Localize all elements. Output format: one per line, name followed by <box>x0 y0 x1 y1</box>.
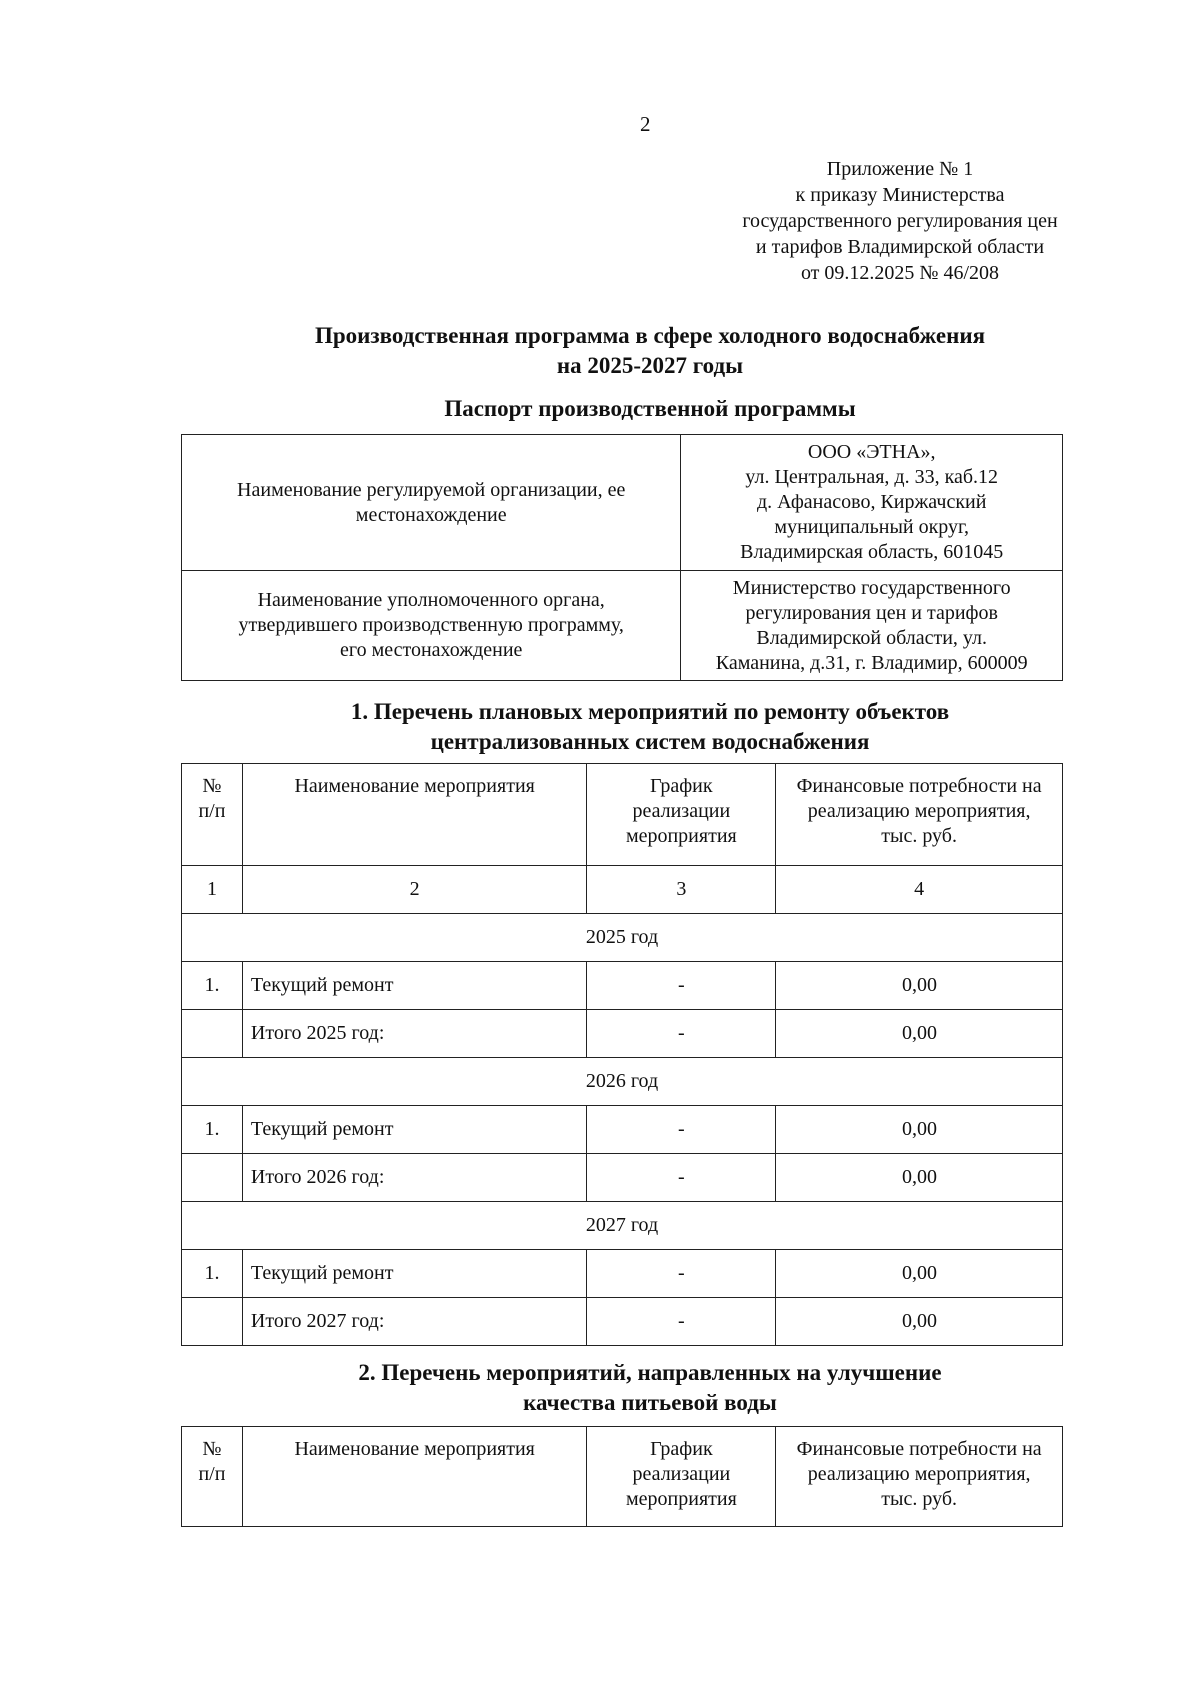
program-title <box>200 321 1100 381</box>
passport-label-line: Наименование регулируемой организации, ее <box>237 478 626 501</box>
item-schedule-cell: - <box>587 1106 776 1154</box>
section2-title-line: 2. Перечень мероприятий, направленных на улучшение <box>358 1360 942 1385</box>
section2-title-line: качества питьевой воды <box>523 1390 777 1415</box>
passport-value-line: регулирования цен и тарифов <box>745 601 998 624</box>
column-number-cell: 3 <box>587 866 776 914</box>
total-schedule-cell: - <box>587 1010 776 1058</box>
item-number-cell: 1. <box>182 1250 243 1298</box>
passport-value-line: муниципальный округ, <box>774 516 969 538</box>
header-cell-finance <box>776 764 1063 866</box>
passport-value-line: Владимирской области, ул. <box>756 626 988 649</box>
column-number-cell: 1 <box>182 866 243 914</box>
item-amount-cell: 0,00 <box>776 1106 1063 1154</box>
year-cell: 2026 год <box>182 1058 1063 1106</box>
total-label-cell: Итого 2027 год: <box>242 1298 587 1346</box>
header-cell-name <box>242 1427 587 1527</box>
table-row <box>182 571 1063 681</box>
item-amount-cell: 0,00 <box>776 1250 1063 1298</box>
header-line: реализации <box>632 1463 731 1485</box>
table-row <box>182 1250 1063 1298</box>
total-number-cell <box>182 1010 243 1058</box>
header-line: мероприятия <box>625 825 737 847</box>
total-label-cell: Итого 2025 год: <box>242 1010 587 1058</box>
passport-value-cell <box>681 571 1063 681</box>
column-number-row <box>182 866 1063 914</box>
item-name-cell: Текущий ремонт <box>242 1106 587 1154</box>
year-cell: 2027 год <box>182 1202 1063 1250</box>
total-schedule-cell: - <box>587 1298 776 1346</box>
table-header-row <box>182 1427 1063 1527</box>
passport-value-line: Владимирская область, 601045 <box>740 541 1004 563</box>
header-line: График <box>650 1438 713 1460</box>
total-label-cell: Итого 2026 год: <box>242 1154 587 1202</box>
header-line: № <box>202 775 222 797</box>
total-row <box>182 1154 1063 1202</box>
item-name-cell: Текущий ремонт <box>242 962 587 1010</box>
passport-label-line: утвердившего производственную программу, <box>238 614 624 636</box>
appendix-line: к приказу Министерства <box>795 184 1005 206</box>
total-amount-cell: 0,00 <box>776 1154 1063 1202</box>
passport-value-line: ООО «ЭТНА», <box>807 441 936 463</box>
total-number-cell <box>182 1154 243 1202</box>
passport-label-cell <box>182 571 681 681</box>
header-line: Наименование мероприятия <box>294 775 535 797</box>
passport-heading: Паспорт производственной программы <box>444 396 856 421</box>
passport-value-line: ул. Центральная, д. 33, каб.12 <box>745 466 999 488</box>
section1-title <box>200 697 1100 757</box>
passport-value-cell <box>681 435 1063 571</box>
total-number-cell <box>182 1298 243 1346</box>
page-number: 2 <box>640 112 651 136</box>
passport-label-line: местонахождение <box>355 503 507 526</box>
item-amount-cell: 0,00 <box>776 962 1063 1010</box>
column-number-cell: 2 <box>242 866 587 914</box>
year-row <box>182 914 1063 962</box>
item-number-cell: 1. <box>182 1106 243 1154</box>
passport-table <box>181 434 1063 681</box>
section2-title <box>200 1358 1100 1418</box>
total-row <box>182 1298 1063 1346</box>
header-cell-name <box>242 764 587 866</box>
section1-title-line: централизованных систем водоснабжения <box>430 729 870 754</box>
passport-value-line: д. Афанасово, Киржачский <box>756 491 987 513</box>
header-line: п/п <box>198 1463 226 1485</box>
year-row <box>182 1202 1063 1250</box>
header-cell-schedule <box>587 1427 776 1527</box>
header-cell-number <box>182 764 243 866</box>
appendix-line: Приложение № 1 <box>826 158 974 180</box>
header-line: Финансовые потребности на <box>796 775 1042 797</box>
header-line: График <box>650 775 713 797</box>
year-cell: 2025 год <box>182 914 1063 962</box>
section1-title-line: 1. Перечень плановых мероприятий по ремонту объектов <box>350 699 950 724</box>
item-schedule-cell: - <box>587 962 776 1010</box>
header-line: п/п <box>198 800 226 822</box>
header-line: тыс. руб. <box>881 825 957 847</box>
header-line: мероприятия <box>626 1488 737 1510</box>
repair-measures-table <box>181 763 1063 1346</box>
total-amount-cell: 0,00 <box>776 1298 1063 1346</box>
header-line: тыс. руб. <box>881 1488 957 1510</box>
header-cell-finance <box>776 1427 1063 1527</box>
total-row <box>182 1010 1063 1058</box>
header-line: реализацию мероприятия, <box>807 800 1031 822</box>
total-schedule-cell: - <box>587 1154 776 1202</box>
column-number-cell: 4 <box>776 866 1063 914</box>
header-cell-schedule <box>587 764 776 866</box>
table-row <box>182 435 1063 571</box>
total-amount-cell: 0,00 <box>776 1010 1063 1058</box>
table-header-row <box>182 764 1063 866</box>
passport-label-line: Наименование уполномоченного органа, <box>257 589 605 611</box>
passport-value-line: Министерство государственного <box>732 576 1011 599</box>
header-line: Наименование мероприятия <box>294 1438 535 1460</box>
appendix-block <box>700 156 1100 286</box>
passport-value-line: Каманина, д.31, г. Владимир, 600009 <box>715 651 1028 674</box>
program-title-line: на 2025-2027 годы <box>556 353 744 378</box>
header-cell-number <box>182 1427 243 1527</box>
header-line: реализации <box>632 800 731 822</box>
table-row <box>182 1106 1063 1154</box>
header-line: № <box>202 1438 222 1460</box>
item-number-cell: 1. <box>182 962 243 1010</box>
header-line: реализацию мероприятия, <box>807 1463 1031 1485</box>
passport-label-cell <box>182 435 681 571</box>
item-name-cell: Текущий ремонт <box>242 1250 587 1298</box>
passport-label-line: его местонахождение <box>339 639 523 661</box>
appendix-line: от 09.12.2025 № 46/208 <box>800 262 1000 284</box>
year-row <box>182 1058 1063 1106</box>
appendix-line: и тарифов Владимирской области <box>755 236 1045 258</box>
header-line: Финансовые потребности на <box>796 1438 1042 1460</box>
appendix-line: государственного регулирования цен <box>742 210 1058 232</box>
program-title-line: Производственная программа в сфере холодного водоснабжения <box>314 323 986 348</box>
table-row <box>182 962 1063 1010</box>
item-schedule-cell: - <box>587 1250 776 1298</box>
water-quality-measures-table <box>181 1426 1063 1527</box>
